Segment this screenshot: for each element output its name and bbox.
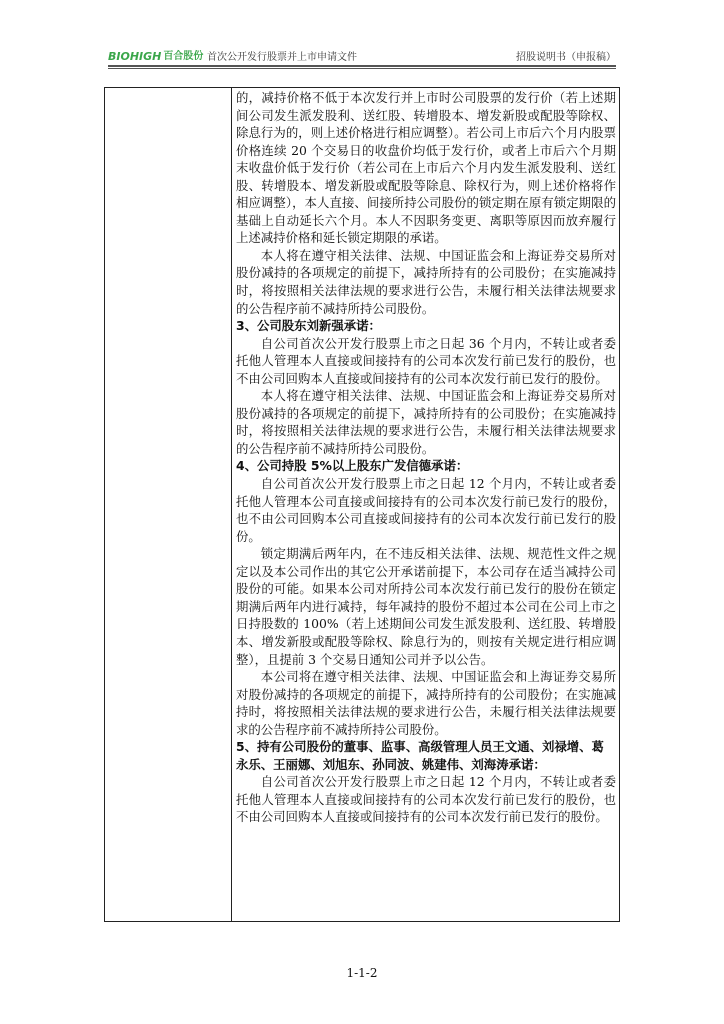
table-right-column: [236, 89, 616, 826]
logo-latin-text: BIOHIGH: [108, 50, 162, 63]
header-document-type: 招股说明书（申报稿）: [516, 52, 616, 63]
paragraph-reduction-compliance-1: 本人将在遵守相关法律、法规、中国证监会和上海证券交易所对股份减持的各项规定的前提下，减持所持有的公司股份；在实施减持时，将按照相关法律法规的要求进行公告，未履行相关法律法规要求的公告程序前不减持所持公司股份。: [236, 247, 616, 316]
paragraph-12-month-lockup-individual: 自公司首次公开发行股票上市之日起 12 个月内，不转让或者委托他人管理本人直接或间接持有的公司本次发行前已发行的股份，也不由公司回购本人直接或间接持有的公司本次发行前已发行的股份。: [236, 774, 616, 825]
paragraph-lockup-extension: 的，减持价格不低于本次发行并上市时公司股票的发行价（若上述期间公司发生派发股利、送红股、转增股本、增发新股或配股等除权、除息行为的，则上述价格进行相应调整）。若公司上市后六个月内股票价格连续 20 个交易日的收盘价均低于发行价，或者上市后六个月期末收盘价低于发行价（若公司在上市后六个月内发生派发股利、送红股、转增股本、增发新股或配股等除息、除权行为，则上述价格将作相应调整），本人直接、间接所持公司股份的锁定期在原有锁定期限的基础上自动延长六个月。本人不因职务变更、离职等原因而放弃履行上述减持价格和延长锁定期限的承诺。: [236, 90, 616, 246]
paragraph-reduction-compliance-3: 本公司将在遵守相关法律、法规、中国证监会和上海证券交易所对股份减持的各项规定的前提下，减持所持有的公司股份；在实施减持时，将按照相关法律法规的要求进行公告，未履行相关法律法规要求的公告程序前不减持所持公司股份。: [236, 669, 616, 737]
heading-directors-supervisors: 5、持有公司股份的董事、监事、高级管理人员王文通、刘禄增、葛永乐、王丽娜、刘旭东、孙同波、姚建伟、刘海涛承诺：: [236, 739, 604, 772]
logo-chinese-text: 百合股份: [163, 51, 204, 62]
table-left-column: [105, 88, 232, 921]
commitment-table: [104, 87, 620, 922]
heading-shareholder-liu-xinqiang: 3、公司股东刘新强承诺：: [236, 318, 381, 334]
paragraph-12-month-lockup-company: 自公司首次公开发行股票上市之日起 12 个月内，不转让或者委托他人管理本公司直接或间接持有的公司本次发行前已发行的股份，也不由公司回购本公司直接或间接持有的公司本次发行前已发行的股份。: [236, 476, 616, 544]
heading-guangfa-xinde: 4、公司持股 5%以上股东广发信德承诺：: [236, 458, 469, 474]
paragraph-reduction-compliance-2: 本人将在遵守相关法律、法规、中国证监会和上海证券交易所对股份减持的各项规定的前提下，减持所持有的公司股份；在实施减持时，将按照相关法律法规的要求进行公告，未履行相关法律法规要求的公告程序前不减持所持公司股份。: [236, 388, 616, 456]
paragraph-36-month-lockup: 自公司首次公开发行股票上市之日起 36 个月内，不转让或者委托他人管理本人直接或间接持有的公司本次发行前已发行的股份，也不由公司回购本人直接或间接持有的公司本次发行前已发行的股份。: [236, 335, 616, 386]
header-rule-thin: [108, 68, 616, 69]
header-document-title: 首次公开发行股票并上市申请文件: [207, 52, 357, 63]
header-rule-thick: [108, 65, 616, 67]
page-number: 1-1-2: [346, 966, 378, 980]
company-logo: [108, 49, 203, 65]
paragraph-reduction-plan: 锁定期满后两年内，在不违反相关法律、法规、规范性文件之规定以及本公司作出的其它公开承诺前提下，本公司存在适当减持公司股份的可能。如果本公司对所持公司本次发行前已发行的股份在锁定期满后两年内进行减持，每年减持的股份不超过本公司在公司上市之日持股数的 100%（若上述期间公司发生派发股利、送红股、转增股本、增发新股或配股等除权、除息行为的，则按有关规定进行相应调整），且提前 3 个交易日通知公司并予以公告。: [236, 546, 616, 667]
